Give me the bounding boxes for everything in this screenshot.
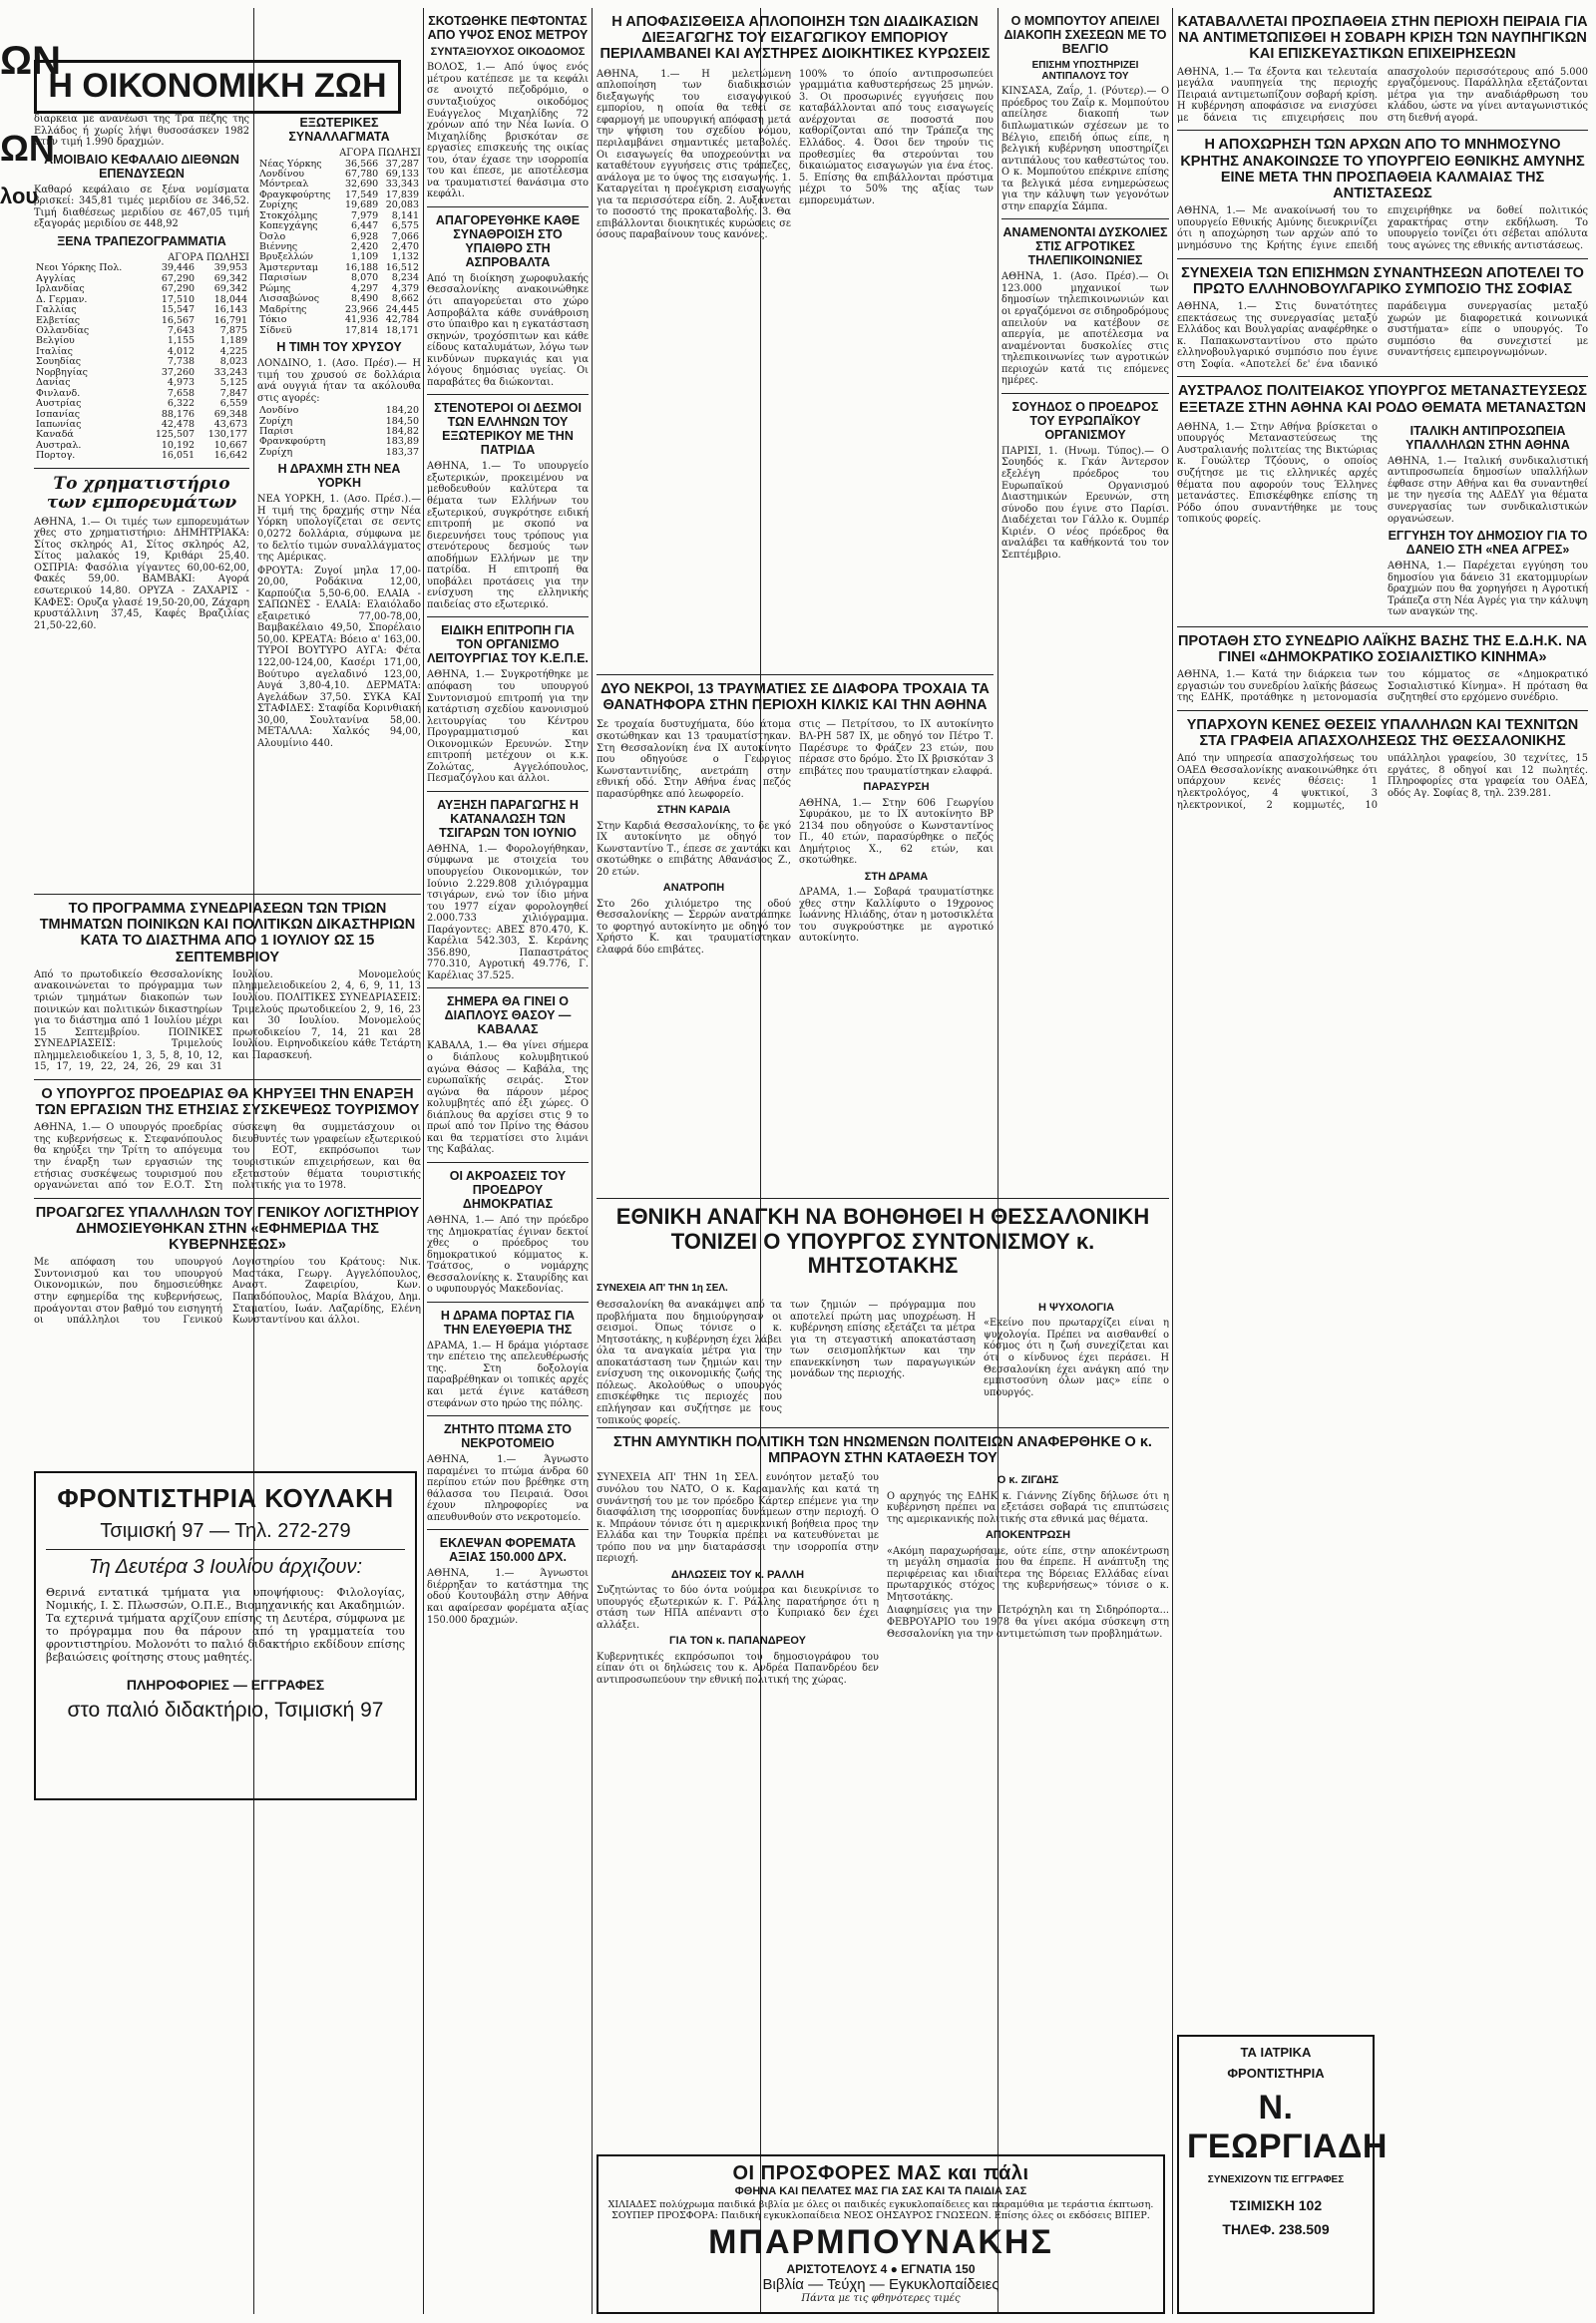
headline: ΕΓΓΥΗΣΗ ΤΟΥ ΔΗΜΟΣΙΟΥ ΓΙΑ ΤΟ ΔΑΝΕΙΟ ΣΤΗ «ΝΕΑ ΑΓΡΕΣ» xyxy=(1388,529,1588,558)
table-cell-value: 41,936 xyxy=(344,314,379,326)
ad-subtitle: ΦΡΟΝΤΙΣΤΗΡΙΑ xyxy=(1227,2066,1325,2081)
table-cell-label: Ολλανδίας xyxy=(36,325,90,336)
article-text: Διαφημίσεις για την Πετρόχηλη και τη Σιδηρόπορτα... ΦΕΒΡΟΥΑΡΙΟ του 1978 θα γίνει ακόμα σύσκεψη στη Θεσσαλονίκη για την αντιμετώπιση των προβλημάτων. xyxy=(887,1605,1169,1640)
table-cell-value: 1,189 xyxy=(219,335,247,347)
banknote-row xyxy=(34,305,249,315)
ad-address: ΑΡΙΣΤΟΤΕΛΟΥΣ 4 ● ΕΓΝΑΤΙΑ 150 xyxy=(786,2262,976,2277)
headline: Η ΔΡΑΜΑ ΠΟΡΤΑΣ ΓΙΑ ΤΗΝ ΕΛΕΥΘΕΡΙΑ ΤΗΣ xyxy=(440,1308,576,1337)
table-cell-label: Βελγίου xyxy=(36,335,75,347)
section-masthead xyxy=(34,60,401,114)
article-text: ΔΡΑΜΑ, 1.— Σοβαρά τραυματίστηκε χθες στην Καλλίφυτο ο 19χρονος Ιωάννης Ηλιάδης, όταν η μοτοσικλέτα του συγκρούστηκε με αγροτικό αυτοκίνητο. xyxy=(799,887,994,945)
table-cell-label: Τόκιο xyxy=(259,314,287,326)
ad-info: ΠΛΗΡΟΦΟΡΙΕΣ — ΕΓΓΡΑΦΕΣ xyxy=(126,1676,325,1693)
table-cell-value: 7,643 xyxy=(167,325,196,336)
headline: ΑΥΣΤΡΑΛΟΣ ΠΟΛΙΤΕΙΑΚΟΣ ΥΠΟΥΡΓΟΣ ΜΕΤΑΝΑΣΤΕΥΣΕΩΣ ΕΞΕΤΑΖΕ ΣΤΗΝ ΑΘΗΝΑ ΚΑΙ ΡΟΔΟ ΘΕΜΑΤΑ ΜΕΤΑΝΑΣΤΩΝ xyxy=(1177,383,1587,416)
gold-price-table xyxy=(257,406,421,458)
table-cell-value: 33,343 xyxy=(385,179,419,191)
article-text: ΑΘΗΝΑ, 1. (Ασο. Πρέσ).— Οι 123.000 μηχανικοί των δημοσίων τηλεπικοινωνιών και οι εργαζόμενοι σε σιδηροδρόμους απειλούν να κατέβουν σε απεργία, με αποτέλεσμα να αναμένονται δυσκολίες στις τηλεπικοινωνίες των αγροτικών περιοχών κατά τις επόμενες ημέρες. xyxy=(1001,271,1169,387)
article-text: Από την υπηρεσία απασχολήσεως του ΟΑΕΔ Θεσσαλονίκης ανακοινώθηκε ότι υπάρχουν κενές θέσεις: 1 ηλεκτρολόγος, 4 ψυκτικοί, 3 ηλεκτρονικοί, 2 κομμωτές, 10 υπάλληλοι γραφείου, 30 τεχνίτες, 15 εργάτες, 8 οδηγοί και 12 πωλητές. Πληροφορίες στα γραφεία του ΟΑΕΔ, οδός Αγ. Σοφίας 8, τηλ. 239.281. xyxy=(1177,753,1588,811)
headline: ΑΥΞΗΣΗ ΠΑΡΑΓΩΓΗΣ Η ΚΑΤΑΝΑΛΩΣΗ ΤΩΝ ΤΣΙΓΑΡΩΝ ΤΟΝ ΙΟΥΝΙΟ xyxy=(437,797,579,840)
table-cell-value: 6,575 xyxy=(391,220,419,232)
subheadline: ΑΝΑΤΡΟΠΗ xyxy=(662,882,725,895)
table-cell-value: 8,023 xyxy=(219,356,247,368)
headline: ΞΕΝΑ ΤΡΑΠΕΖΟΓΡΑΜΜΑΤΙΑ xyxy=(57,233,226,248)
article-text: στις — Πετρίτσου, το ΙΧ αυτοκίνητο ΒΛ-ΡΗ 587 ΙΧ, με οδηγό τον Πέτρο Τ. Παρέσυρε το Φράζεν 23 ετών, που πέρασε στο δρόμο. Στο ΙΧ βρισκόταν 3 επιβάτες που τραυματίστηκαν ελαφρά. xyxy=(799,719,994,777)
advertisement-georgiadi xyxy=(1177,2035,1388,2314)
table-cell-value: 20,083 xyxy=(385,199,419,211)
table-cell-label: Λονδίνο xyxy=(259,405,299,417)
table-cell-value: 88,176 xyxy=(161,408,196,420)
article-text: ΝΕΑ ΥΟΡΚΗ, 1. (Ασο. Πρέσ.).— Η τιμή της δραχμής στην Νέα Υόρκη υπολογίζεται σε σεντς 0,0272 δολλάρια, σύμφωνα με το δελτίο τιμών συναλλάγματος της Αμέρικας. xyxy=(257,494,421,564)
article-text: «Εκείνο που πρωταρχίζει είναι η ψυχολογία. Πρέπει να αισθανθεί ο κόσμος ότι η ζωή συνεχίζεται και ότι ο κίνδυνος έχει περάσει. Η Θεσσαλονίκη έχει ανάγκη από την εμπιστοσύνη όλων μας» είπε ο υπουργός. xyxy=(984,1318,1169,1398)
table-cell-value: 69,342 xyxy=(213,283,247,295)
ad-shop-name: ΜΠΑΡΜΠΟΥΝΑΚΗΣ xyxy=(708,2223,1053,2262)
article-text: ΑΘΗΝΑ, 1.— Οι τιμές των εμπορευμάτων χθες στο χρηματιστήριο: ΔΗΜΗΤΡΙΑΚΑ: Σίτος σκληρός Α1, Σίτος σκληρός Α2, Σίτος μαλακός 19, Κριθάρι 25,40. ΟΣΠΡΙΑ: Φασόλια γίγαντες 60,00-62,00, Φακές 59,00. ΒΑΜΒΑΚΙ: Αγορά εσωτερικού 14,80. ΟΡΥΖΑ - ΖΑΧΑΡΙΣ - ΚΑΦΕΣ: Ορυζα γλασέ 19,50-20,00, Ζάχαρη κρυστάλλινη 37,45, Καφές Βραζιλίας 21,50-22,60. xyxy=(34,516,249,631)
table-cell-label: Αυστραλ. xyxy=(36,439,82,451)
thessaloniki-article xyxy=(597,1192,1169,1426)
table-cell-value: 37,260 xyxy=(161,366,196,378)
table-cell-label: Ζυρίχης xyxy=(259,199,298,211)
article-text: ΒΟΛΟΣ, 1.— Από ύψος ενός μέτρου κατέπεσε με τα κεφάλι σε ανοιχτό πεζοδρόμιο, ο συνταξιούχος οικοδόμος Ευάγγελος Μιχαηλίδης 72 χρόνων από την Νέα Ιωνία. Ο Μιχαηλίδης βρισκόταν σε εργασίες επισκευής της οικίας του, όταν έχασε την ισορροπία του και έπεσε, με αποτέλεσμα να τραυματιστεί θανάσιμα στο κεφάλι. xyxy=(427,62,589,200)
continuation-label: ΣΥΝΕΧΕΙΑ ΑΠ' ΤΗΝ 1η ΣΕΛ. xyxy=(597,1282,728,1294)
table-cell-label: Ζυρίχη xyxy=(259,415,293,427)
ad-footer: Πάντα με τις φθηνότερες τιμές xyxy=(801,2293,961,2305)
article-text: ΑΘΗΝΑ, 1.— Κατά την διάρκεια των εργασιών του συνεδρίου λαϊκής βάσεως της ΕΔΗΚ, προτάθηκε η μετονομασία του κόμματος σε «Δημοκρατικό Σοσιαλιστικό Κίνημα». Η πρόταση θα συζητηθεί στο ερχόμενο συνέδριο. xyxy=(1177,669,1588,704)
table-cell-label: Ιταλίας xyxy=(36,345,73,357)
table-cell-value: 7,658 xyxy=(167,387,196,399)
ad-address: Τσιμισκή 97 — Τηλ. 272-279 xyxy=(100,1520,351,1542)
article-text: ΑΘΗΝΑ, 1.— Ο υπουργός προεδρίας της κυβερνήσεως κ. Στεφανόπουλος θα κηρύξει την Τρίτη το απόγευμα την έναρξη των εργασιών της ετήσιας συσκέψεως τουρισμού που οργανώνεται από τον Ε.Ο.Τ. Στη σύσκεψη θα συμμετάσχουν οι διευθυντές των γραφείων εξωτερικού του ΕΟΤ, εκπρόσωποι των τουριστικών επιχειρήσεων, και θα εξεταστούν θέματα τουριστικής πολιτικής για το 1978. xyxy=(34,1122,421,1192)
article-text: Με απόφαση του υπουργού Συντονισμού και του υπουργού Οικονομικών, που δημοσιεύθηκε στην εφημερίδα της κυβερνήσεως, προάγονται στον βαθμό του εισηγητή οι υπάλληλοι του Γενικού Λογιστηρίου του Κράτους: Νικ. Μαστάκα, Γεωργ. Αγγελόπουλος, Αναστ. Ζαφειρίου, Κων. Παπαδόπουλος, Μαρία Βλάχου, Δημ. Σταματίου, Ιωάν. Λαζαρίδης, Ελένη Κωνσταντίνου και άλλοι. xyxy=(34,1257,421,1327)
table-cell-value: 32,690 xyxy=(344,179,379,191)
headline: Η ΑΠΟΦΑΣΙΣΘΕΙΣΑ ΑΠΛΟΠΟΙΗΣΗ ΤΩΝ ΔΙΑΔΙΚΑΣΙΩΝ ΔΙΕΞΑΓΩΓΗΣ ΤΟΥ ΕΙΣΑΓΩΓΙΚΟΥ ΕΜΠΟΡΙΟΥ ΠΕΡΙΛΑΜΒΑΝΕΙ ΚΑΙ ΑΥΣΤΗΡΕΣ ΔΙΟΙΚΗΤΙΚΕΣ ΚΥΡΩΣΕΙΣ xyxy=(599,14,991,63)
gold-price-row xyxy=(257,448,421,458)
article-text: ΑΘΗΝΑ, 1.— Ιταλική συνδικαλιστική αντιπροσωπεία δημοσίων υπαλλήλων έφθασε στην Αθήνα και θα συναντηθεί με την ηγεσία της ΑΔΕΔΥ για θέματα συνεργασίας των συνδικαλιστικών οργανώσεων. xyxy=(1388,455,1588,525)
article-text: ΦΡΟΥΤΑ: Ζυγοί μηλα 17,00-20,00, Ροδάκινα 12,00, Καρπούζια 5,50-6,00. ΕΛΑΙΑ - ΣΑΠΩΝΕΣ - ΕΛΑΙΑ: Ελαιόλαδο εξαιρετικό 77,00-78,00, Βαμβακέλαιο 49,50, Σπορέλαιο 50,00. ΚΡΕΑΤΑ: Βόειο α' 163,00. ΤΥΡΟΙ ΒΟΥΤΥΡΟ ΑΥΓΑ: Φέτα 122,00-124,00, Κασέρι 171,00, Βούτυρο αγελαδινό 123,00, Αυγά 3,80-4,10. ΔΕΡΜΑΤΑ: Αγελάδων 37,50. ΣΥΚΑ ΚΑΙ ΣΤΑΦΙΔΕΣ: Σταφίδα Κορινθιακή 30,00, Σουλτανίνα 58,00. ΜΕΤΑΛΛΑ: Χαλκός 94,00, Αλουμίνιο 440. xyxy=(257,565,421,749)
column-5 xyxy=(1001,10,1169,1187)
headline: Η ΤΙΜΗ ΤΟΥ ΧΡΥΣΟΥ xyxy=(276,339,402,354)
subheadline: ΑΠΟΚΕΝΤΡΩΣΗ xyxy=(985,1529,1071,1542)
table-cell-value: 67,780 xyxy=(344,168,379,180)
table-cell-value: 17,549 xyxy=(344,189,379,200)
table-cell-value: 37,287 xyxy=(385,158,419,170)
table-cell-value: 4,225 xyxy=(219,345,247,357)
column-6 xyxy=(1177,10,1588,2030)
table-cell-value: 16,143 xyxy=(213,304,247,316)
table-cell-label: Όσλο xyxy=(259,230,286,242)
table-cell-value: 42,784 xyxy=(385,314,419,326)
table-cell-value: 6,559 xyxy=(219,398,247,410)
headline: ΣΟΥΗΔΟΣ Ο ΠΡΟΕΔΡΟΣ ΤΟΥ ΕΥΡΩΠΑΪΚΟΥ ΟΡΓΑΝΙΣΜΟΥ xyxy=(1011,399,1159,442)
table-cell-value: 16,791 xyxy=(213,314,247,326)
ad-phone: ΤΗΛΕΦ. 238.509 xyxy=(1222,2221,1330,2237)
table-cell-value: 69,342 xyxy=(213,272,247,284)
table-cell-label: Ιρλανδίας xyxy=(36,283,85,295)
headline: Ο ΜΟΜΠΟΥΤΟΥ ΑΠΕΙΛΕΙ ΔΙΑΚΟΠΗ ΣΧΕΣΕΩΝ ΜΕ ΤΟ ΒΕΛΓΙΟ xyxy=(1003,14,1167,56)
article-text: Συζητώντας το δύο όντα νούμερα και διευκρίνισε το υπουργός εξωτερικών κ. Γ. Ράλλης παρατήρησε ότι η στάση των ΗΠΑ απέναντι στο Κυπριακό δεν έχει αλλάξει. xyxy=(597,1585,879,1631)
table-cell-label: Αυστρίας xyxy=(36,398,82,410)
table-cell-value: 42,478 xyxy=(161,418,196,430)
headline: ΠΡΟΤΑΘΗ ΣΤΟ ΣΥΝΕΔΡΙΟ ΛΑΪΚΗΣ ΒΑΣΗΣ ΤΗΣ Ε.Δ.Η.Κ. ΝΑ ΓΙΝΕΙ «ΔΗΜΟΚΡΑΤΙΚΟ ΣΟΣΙΑΛΙΣΤΙΚΟ ΚΙΝΗΜΑ» xyxy=(1178,632,1587,666)
headline: ΤΟ ΠΡΟΓΡΑΜΜΑ ΣΥΝΕΔΡΙΑΣΕΩΝ ΤΩΝ ΤΡΙΩΝ ΤΜΗΜΑΤΩΝ ΠΟΙΝΙΚΩΝ ΚΑΙ ΠΟΛΙΤΙΚΩΝ ΔΙΚΑΣΤΗΡΙΩΝ ΚΑΤΑ ΤΟ ΔΙΑΣΤΗΜΑ ΑΠΟ 1 ΙΟΥΛΙΟΥ ΩΣ 15 ΣΕΠΤΕΜΒΡΙΟΥ xyxy=(39,901,416,966)
table-cell-label: Πορτογ. xyxy=(36,450,76,462)
headline: Ο ΥΠΟΥΡΓΟΣ ΠΡΟΕΔΡΙΑΣ ΘΑ ΚΗΡΥΞΕΙ ΤΗΝ ΕΝΑΡΞΗ ΤΩΝ ΕΡΓΑΣΙΩΝ ΤΗΣ ΕΤΗΣΙΑΣ ΣΥΣΚΕΨΕΩΣ ΤΟΥΡΙΣΜΟΥ xyxy=(35,1085,420,1119)
table-cell-value: 4,379 xyxy=(391,282,419,294)
table-cell-value: 183,37 xyxy=(385,446,419,458)
table-cell-value: 1,132 xyxy=(391,251,419,263)
table-cell-label: Μαδρίτης xyxy=(259,303,307,315)
headline: ΕΘΝΙΚΗ ΑΝΑΓΚΗ ΝΑ ΒΟΗΘΗΘΕΙ Η ΘΕΣΣΑΛΟΝΙΚΗ ΤΟΝΙΖΕΙ Ο ΥΠΟΥΡΓΟΣ ΣΥΝΤΟΝΙΣΜΟΥ κ. ΜΗΤΣΟΤΑΚΗΣ xyxy=(615,1204,1150,1279)
column-3 xyxy=(427,10,589,2314)
ad-goods: Βιβλία — Τεύχη — Εγκυκλοπαίδειες xyxy=(762,2276,999,2294)
article-text: ΑΘΗΝΑ, 1.— Με ανακοίνωσή του το υπουργείο Εθνικής Αμύνης διευκρινίζει ότι η αποχώρηση των αρχών από το μνημόσυνο της Κρήτης έγινε επειδή επιχειρήθηκε να δοθεί πολιτικός χαρακτήρας στην εκδήλωση. Το υπουργείο τονίζει ότι σέβεται απόλυτα τους αγώνες της εθνικής αντιστάσεως. xyxy=(1177,205,1588,252)
headline: ΙΤΑΛΙΚΗ ΑΝΤΙΠΡΟΣΩΠΕΙΑ ΥΠΑΛΛΗΛΩΝ ΣΤΗΝ ΑΘΗΝΑ xyxy=(1405,423,1570,452)
table-cell-value: 23,966 xyxy=(344,303,379,315)
table-cell-value: 1,155 xyxy=(167,335,196,347)
table-header: ΑΓΟΡΑ ΠΩΛΗΣΙ xyxy=(339,148,421,159)
table-cell-value: 6,322 xyxy=(167,398,196,410)
subheadline: Η ΨΥΧΟΛΟΓΙΑ xyxy=(1037,1302,1115,1315)
headline: ΠΡΟΑΓΩΓΕΣ ΥΠΑΛΛΗΛΩΝ ΤΟΥ ΓΕΝΙΚΟΥ ΛΟΓΙΣΤΗΡΙΟΥ ΔΗΜΟΣΙΕΥΘΗΚΑΝ ΣΤΗΝ «ΕΦΗΜΕΡΙΔΑ ΤΗΣ ΚΥΒΕΡΝΗΣΕΩΣ» xyxy=(35,1204,420,1254)
table-cell-value: 184,50 xyxy=(385,415,419,427)
ad-heading: Τη Δευτέρα 3 Ιουλίου άρχιζουν: xyxy=(88,1556,363,1578)
table-cell-value: 8,662 xyxy=(391,293,419,305)
article-text: ΑΘΗΝΑ, 1.— Στην 606 Γεωργίου Σφυράκου, με το ΙΧ αυτοκίνητο ΒΡ 2134 που οδηγούσε ο Κωνσταντίνος Π., 40 ετών, παρασύρθηκε ο πεζός Δημήτριος Χ., 62 ετών, και σκοτώθηκε. xyxy=(799,797,994,867)
table-cell-label: Λισσαβώνος xyxy=(259,293,320,305)
column-rule xyxy=(592,8,593,2314)
article-text: Στο 26ο χιλιόμετρο της οδού Θεσσαλονίκης — Σερρών ανατράπηκε το φορτηγό αυτοκίνητο με οδηγό τον Χρήστο Κ. και τραυματίστηκαν ελαφρά δύο επιβάτες. xyxy=(597,898,791,956)
article-text: Από τη διοίκηση χωροφυλακής Θεσσαλονίκης ανακοινώθηκε ότι απαγορεύεται στο χώρο Ασπροβάλτα κάθε συνάθροιση στο ύπαιθρο και η εγκατάσταση σκηνών, τροχόσπιτων και κάθε είδους καταλυμάτων, λόγω των κινδύνων πυρκαγιάς και για λόγους δημόσιας υγείας. Οι παραβάτες θα διώκονται. xyxy=(427,272,589,388)
table-cell-value: 24,445 xyxy=(385,303,419,315)
table-cell-value: 8,070 xyxy=(351,272,379,284)
subheadline: Ο κ. ΖΙΓΔΗΣ xyxy=(997,1474,1059,1487)
column-rule xyxy=(1172,8,1173,2314)
table-cell-value: 39,446 xyxy=(161,262,196,274)
table-cell-value: 4,297 xyxy=(351,282,379,294)
table-cell-value: 16,642 xyxy=(213,450,247,462)
table-cell-label: Αγγλίας xyxy=(36,272,76,284)
headline: ΟΙ ΑΚΡΟΑΣΕΙΣ ΤΟΥ ΠΡΟΕΔΡΟΥ ΔΗΜΟΚΡΑΤΙΑΣ xyxy=(449,1168,567,1211)
headline: ΖΗΤΗΤΟ ΠΤΩΜΑ ΣΤΟ ΝΕΚΡΟΤΟΜΕΙΟ xyxy=(444,1422,572,1451)
exchange-rates-table xyxy=(257,160,421,336)
subheadline: ΔΗΛΩΣΕΙΣ ΤΟΥ κ. ΡΑΛΛΗ xyxy=(670,1568,805,1581)
ad-text: ΧΙΛΙΑΔΕΣ πολύχρωμα παιδικά βιβλία με όλες οι παιδικές εγκυκλοπαίδειες και παραμύθια με τεράστια έκπτωση. ΣΟΥΠΕΡ ΠΡΟΣΦΟΡΑ: Παιδική εγκυκλοπαίδεια ΝΕΟΣ ΟΗΣΑΥΡΟΣ ΓΝΩΣΕΩΝ. Επίσης όλες οι εκδόσεις ΒΙΠΕΡ. xyxy=(607,2199,1154,2222)
article-text: Κυβερνητικές εκπρόσωποι του δημοσιογράφου του είπαν ότι οι δηλώσεις του κ. Ανδρέα Παπανδρέου δεν αντιπροσωπεύουν την εθνική πολιτική της χώρας. xyxy=(597,1651,879,1686)
column-2 xyxy=(257,112,421,880)
table-cell-value: 18,171 xyxy=(385,324,419,336)
table-cell-value: 125,507 xyxy=(155,429,196,441)
table-cell-label: Ρώμης xyxy=(259,282,291,294)
article-text: ΠΑΡΙΣΙ, 1. (Ηνωμ. Τύπος).— Ο Σουηδός κ. Γκάν Άντερσον εξελέγη πρόεδρος του Ευρωπαϊκού Οργανισμού Διαστημικών Ερευνών, στη σύνοδο που έγινε στο Παρίσι. Διαδέχεται τον Γάλλο κ. Ουμπέρ Κιριέν. Ο νέος πρόεδρος θα αναλάβει τα καθήκοντά του τον Σεπτέμβριο. xyxy=(1001,445,1169,561)
ad-title: ΦΡΟΝΤΙΣΤΗΡΙΑ ΚΟΥΛΑΚΗ xyxy=(57,1483,394,1513)
table-cell-label: Δ. Γερμαν. xyxy=(36,293,88,305)
banknote-row xyxy=(34,451,249,461)
advertisement-koulaki xyxy=(34,1471,417,1800)
subheadline: ΕΠΙΣΗΜ ΥΠΟΣΤΗΡΙΖΕΙ ΑΝΤΙΠΑΛΟΥΣ ΤΟΥ xyxy=(1031,60,1139,83)
article-text: ΣΥΝΕΧΕΙΑ ΑΠ' ΤΗΝ 1η ΣΕΛ. ευνόητον μεταξύ του συνόλου του ΝΑΤΟ, Ο κ. Καραμανλής και κατά τη συνάντησή του με τον πρόεδρο Κάρτερ επέμενε για την διασφάλιση της ισορροπίας δυνάμεων στην περιοχή. Ο κ. Μπράουν τόνισε ότι η αμερικανική βοήθεια προς την Ελλάδα και την Τουρκία πρέπει να κατευθύνεται με τρόπο που να μην διαταράσσει την ισορροπία στην περιοχή. xyxy=(597,1472,879,1565)
table-cell-label: Βρυξελλών xyxy=(259,251,314,263)
article-text: ΚΙΝΣΑΣΑ, Ζαΐρ, 1. (Ρόυτερ).— Ο πρόεδρος του Ζαΐρ κ. Μομπούτου απείλησε διακοπή των διπλωματικών σχέσεων με το Βέλγιο, επειδή όπως είπε, η βελγική κυβέρνηση υποστηρίζει αντιπάλους του καθεστώτος του. Ο κ. Μομπούτου επέκρινε επίσης τα βελγικά μέσα ενημερώσεως για την κάλυψη των γεγονότων στην επαρχία Σάμπα. xyxy=(1001,86,1169,212)
article-text: ΔΡΑΜΑ, 1.— Η δράμα γιόρτασε την επέτειο της απελευθέρωσής της. Στη δοξολογία παραβρέθηκαν οι τοπικές αρχές και μετά έγινε κατάθεση στεφάνων στο ηρώο της πόλης. xyxy=(427,1340,589,1409)
table-cell-value: 67,290 xyxy=(161,272,196,284)
article-text: ΑΘΗΝΑ, 1.— Στις δυνατότητες επεκτάσεως της συνεργασίας μεταξύ Ελλάδος και Βουλγαρίας αναφέρθηκε ο κ. Παπακωνσταντίνου στο πρώτο ελληνοβουλγαρικό συμπόσιο που έγινε στη Σοφία. «Αποτελεί δε' ένα ιδανικό παράδειγμα συνεργασίας μεταξύ χωρών με διαφορετικά κοινωνικά συστήματα» είπε ο υπουργός. Το συμπόσιο θα συνεχιστεί με συναντήσεις εμπειρογνωμόνων. xyxy=(1177,301,1588,370)
table-cell-value: 17,814 xyxy=(344,324,379,336)
table-cell-value: 16,567 xyxy=(161,314,196,326)
ad-footer: στο παλιό διδακτήριο, Τσιμισκή 97 xyxy=(67,1698,384,1722)
masthead-fragment: λου xyxy=(0,184,39,208)
traffic-article xyxy=(597,668,994,1187)
ad-subtitle: ΦΘΗΝΑ ΚΑΙ ΠΕΛΑΤΕΣ ΜΑΣ ΓΙΑ ΣΑΣ ΚΑΙ ΤΑ ΠΑΙΔΙΑ ΣΑΣ xyxy=(734,2185,1027,2197)
table-cell-label: Ιαπωνίας xyxy=(36,418,82,430)
table-cell-label: Φρανκφούρτη xyxy=(259,436,326,448)
table-cell-value: 33,243 xyxy=(213,366,247,378)
table-cell-value: 8,490 xyxy=(351,293,379,305)
article-text: Καθαρό κεφάλαιο σε ξένα νομίσματα βρισκεί: 345,81 τιμές μεριδίου σε 346,52. Τιμή διαθέσεως μεριδίου σε 467,05 τιμή εξαγοράς μεριδίου σε 448,92 xyxy=(34,184,249,230)
table-cell-value: 7,738 xyxy=(167,356,196,368)
table-cell-label: Νέας Υόρκης xyxy=(259,158,322,170)
ad-title: ΤΑ ΙΑΤΡΙΚΑ xyxy=(1240,2045,1312,2060)
table-cell-value: 1,109 xyxy=(351,251,379,263)
article-text: ΑΘΗΝΑ, 1.— Συγκροτήθηκε με απόφαση του υπουργού Συντονισμού επιτροπή για την κατάρτιση σχεδίου κανονισμού λειτουργίας του Κέντρου Προγραμματισμού και Οικονομικών Ερευνών. Στην επιτροπή μετέχουν οι κ.κ. Ζολώτας, Αγγελόπουλος, Πεσμαζόγλου και άλλοι. xyxy=(427,669,589,785)
table-cell-value: 19,689 xyxy=(344,199,379,211)
table-cell-value: 130,177 xyxy=(207,429,247,441)
table-cell-value: 8,141 xyxy=(391,209,419,221)
article-text: ΑΘΗΝΑ, 1.— Άγνωστοι διέρρηξαν το κατάστημα της οδού Κουτουβάλη στην Αθήνα και αφαίρεσαν φορέματα αξίας 150.000 δραχμών. xyxy=(427,1568,589,1626)
headline: ΚΑΤΑΒΑΛΛΕΤΑΙ ΠΡΟΣΠΑΘΕΙΑ ΣΤΗΝ ΠΕΡΙΟΧΗ ΠΕΙΡΑΙΑ ΓΙΑ ΝΑ ΑΝΤΙΜΕΤΩΠΙΣΘΕΙ Η ΣΟΒΑΡΗ ΚΡΙΣΗ ΤΩΝ ΝΑΥΠΗΓΙΚΩΝ ΚΑΙ ΕΠΙΣΚΕΥΑΣΤΙΚΩΝ ΕΠΙΧΕΙΡΗΣΕΩΝ xyxy=(1177,14,1588,63)
ad-text: Θερινά εντατικά τμήματα για υποψήφιους: Φιλολογίας, Νομικής, Ι. Σ. Πλωσσών, Ο.Π.Ε., Βιομηχανικής και Ακαδημιών. Τα εχτερινά τμήματα αρχίζουν επίσης τη Δευτέρα, σύμφωνα με το πρόγραμμα που θα πάρουν από τη γραμματεία του φροντιστηρίου. Μολονότι το παλιό διδακτήριο εκδίδουν επίσης βεβαιώσεις φοίτησης στους μαθητές. xyxy=(46,1586,405,1664)
headline: ΕΚΛΕΨΑΝ ΦΟΡΕΜΑΤΑ ΑΞΙΑΣ 150.000 ΔΡΧ. xyxy=(439,1536,577,1565)
article-text: Θεσσαλονίκη θα ανακάμψει από τα προβλήματα που δημιούργησαν οι σεισμοί. Όπως τόνισε ο κ. Μητσοτάκης, η κυβέρνηση έχει λάβει όλα τα αναγκαία μέτρα για την αποκατάσταση των ζημιών και την ενίσχυση της οικονομικής ζωής της πόλεως. Ακολούθως ο υπουργός επισκέφθηκε τις περιοχές που επλήγησαν και συζήτησε με τους τοπικούς φορείς. xyxy=(597,1300,782,1426)
article-text: Σε τροχαία δυστυχήματα, δύο άτομα σκοτώθηκαν και 13 τραυματίστηκαν. Στη Θεσσαλονίκη ένα ΙΧ αυτοκίνητο που οδηγούσε ο Γεώργιος Κωνσταντινίδης, ανετράπη στην εθνική οδό. Στην Αθήνα ένας πεζός παρασύρθηκε από λεωφορείο. xyxy=(597,719,791,800)
table-cell-value: 36,566 xyxy=(344,158,379,170)
article-text: των ζημιών — πρόγραμμα που αποτελεί πρώτη μας υποχρέωση. Η κυβέρνηση επίσης εξετάζει τα μέτρα για τη στεγαστική αποκατάσταση των σεισμοπλήκτων και την επανεκκίνηση των παραγωγικών μονάδων της περιοχής. xyxy=(790,1300,976,1380)
table-cell-value: 10,667 xyxy=(213,439,247,451)
table-cell-label: Λονδίνου xyxy=(259,168,305,180)
ad-line: ΣΥΝΕΧΙΖΟΥΝ ΤΙΣ ΕΓΓΡΑΦΕΣ xyxy=(1207,2174,1345,2185)
banknotes-table xyxy=(34,263,249,461)
table-cell-label: Φραγκφούρτης xyxy=(259,189,331,200)
table-cell-label: Ζυρίχη xyxy=(259,446,293,458)
table-cell-label: Μόντρεαλ xyxy=(259,179,309,191)
headline: ΔΥΟ ΝΕΚΡΟΙ, 13 ΤΡΑΥΜΑΤΙΕΣ ΣΕ ΔΙΑΦΟΡΑ ΤΡΟΧΑΙΑ ΤΑ ΘΑΝΑΤΗΦΟΡΑ ΣΤΗΝ ΠΕΡΙΟΧΗ ΚΙΛΚΙΣ ΚΑΙ ΤΗΝ ΑΘΗΝΑ xyxy=(600,681,990,714)
table-cell-value: 184,82 xyxy=(385,426,419,438)
banknote-row xyxy=(34,399,249,409)
article-text: ΑΘΗΝΑ, 1.— Το υπουργείο εξωτερικών, προκειμένου να μεθοδευθούν καλύτερα τα θέματα των Ελλήνων του εξωτερικού, συγκρότησε ειδική επιτροπή με σκοπό να διερευνήσει τους τρόπους για στενότερους δεσμούς των αποδήμων Ελλήνων με την πατρίδα. Η επιτροπή θα υποβάλει προτάσεις για την ενίσχυση της ελληνικής παιδείας στο εξωτερικό. xyxy=(427,461,589,610)
headline: ΑΜΟΙΒΑΙΟ ΚΕΦΑΛΑΙΟ ΔΙΕΘΝΩΝ ΕΠΕΝΔΥΣΕΩΝ xyxy=(44,152,239,181)
headline: ΑΝΑΜΕΝΟΝΤΑΙ ΔΥΣΚΟΛΙΕΣ ΣΤΙΣ ΑΓΡΟΤΙΚΕΣ ΤΗΛΕΠΙΚΟΙΝΩΝΙΕΣ xyxy=(1002,225,1168,268)
headline: ΕΙΔΙΚΗ ΕΠΙΤΡΟΠΗ ΓΙΑ ΤΟΝ ΟΡΓΑΝΙΣΜΟ ΛΕΙΤΟΥΡΓΙΑΣ ΤΟΥ Κ.Ε.Π.Ε. xyxy=(427,623,589,666)
table-cell-label: Παρισίων xyxy=(259,272,307,284)
article-text: ΛΟΝΔΙΝΟ, 1. (Ασο. Πρέσ).— Η τιμή του χρυσού σε δολλάρια ανά ουγγιά ήταν τα ακόλουθα στις αγορές: xyxy=(257,357,421,404)
table-cell-value: 69,348 xyxy=(213,408,247,420)
exchange-rate-row xyxy=(257,315,421,325)
article-text: Στην Καρδιά Θεσσαλονίκης, το δε γκό ΙΧ αυτοκίνητο με οδηγό τον Κωνσταντίνο Τ., έπεσε σε χαντάκι και σκοτώθηκε ο επιβάτης Αθανάσιος Ζ., 20 ετών. xyxy=(597,820,791,878)
table-cell-label: Ισπανίας xyxy=(36,408,81,420)
article-text: ΑΘΗΝΑ, 1.— Στην Αθήνα βρίσκεται ο υπουργός Μεταναστεύσεως της Αυστραλιανής πολιτείας της Βικτώριας κ. Γουώλτερ Τζόουνς, ο οποίος συζήτησε με τις ελληνικές αρχές θέματα που αφορούν τους Έλληνες μετανάστες. Επισκέφθηκε επίσης τη Ρόδο όπου συναντήθηκε με τους τοπικούς φορείς. xyxy=(1177,421,1378,526)
article-text: ΑΘΗΝΑ, 1.— Άγνωστο παραμένει το πτώμα άνδρα 60 περίπου ετών που βρέθηκε στη θάλασσα του Πειραιά. Όσοι έχουν πληροφορίες να απευθυνθούν στο νεκροτομείο. xyxy=(427,1454,589,1523)
table-cell-value: 4,973 xyxy=(167,377,196,389)
table-cell-value: 4,012 xyxy=(167,345,196,357)
table-cell-value: 10,192 xyxy=(161,439,196,451)
table-cell-value: 16,188 xyxy=(344,261,379,273)
table-cell-value: 16,051 xyxy=(161,450,196,462)
subheadline: ΣΤΗΝ ΚΑΡΔΙΑ xyxy=(656,804,731,817)
ad-title: ΟΙ ΠΡΟΣΦΟΡΕΣ ΜΑΣ και πάλι xyxy=(732,2162,1029,2184)
table-cell-label: Βιέννης xyxy=(259,241,298,253)
defence-article xyxy=(597,1421,1169,2159)
headline: Η ΑΠΟΧΩΡΗΣΗ ΤΩΝ ΑΡΧΩΝ ΑΠΟ ΤΟ ΜΝΗΜΟΣΥΝΟ ΚΡΗΤΗΣ ΑΝΑΚΟΙΝΩΣΕ ΤΟ ΥΠΟΥΡΓΕΙΟ ΕΘΝΙΚΗΣ ΑΜΥΝΗΣ ΕΙΝΕ ΜΕΤΑ ΤΗΝ ΠΡΟΣΠΑΘΕΙΑ ΚΑΛΜΑΙΑΣ ΤΗΣ ΑΝΤΙΣΤΑΣΕΩΣ xyxy=(1180,137,1585,202)
table-cell-value: 2,420 xyxy=(351,241,379,253)
article-text: ΑΘΗΝΑ, 1.— Παρέχεται εγγύηση του δημοσίου για δάνειο 31 εκατομμυρίων δραχμών που θα χορηγήσει η Αγροτική Τράπεζα στη Νέα Αγρές για την κάλυψη των αναγκών της. xyxy=(1388,561,1588,618)
table-cell-label: Κοπεγχάγης xyxy=(259,220,318,232)
table-cell-value: 6,447 xyxy=(351,220,379,232)
table-cell-label: Γαλλίας xyxy=(36,304,77,316)
subheadline: ΣΤΗ ΔΡΑΜΑ xyxy=(864,870,929,883)
table-cell-value: 7,875 xyxy=(219,325,247,336)
table-cell-label: Σίδνεϋ xyxy=(259,324,292,336)
import-article xyxy=(597,10,994,668)
table-cell-value: 6,928 xyxy=(351,230,379,242)
column-rule xyxy=(423,8,424,2314)
headline: ΕΞΩΤΕΡΙΚΕΣ ΣΥΝΑΛΛΑΓΜΑΤΑ xyxy=(288,116,390,144)
headline: ΣΤΕΝΟΤΕΡΟΙ ΟΙ ΔΕΣΜΟΙ ΤΩΝ ΕΛΛΗΝΩΝ ΤΟΥ ΕΞΩΤΕΡΙΚΟΥ ΜΕ ΤΗΝ ΠΑΤΡΙΔΑ xyxy=(434,401,582,458)
article-text: ΑΘΗΝΑ, 1.— Φορολογήθηκαν, σύμφωνα με στοιχεία του υπουργείου Οικονομικών, τον Ιούνιο 2.229.808 χιλιόγραμμα τσιγάρων, ενώ τον ίδιο μήνα του 1977 είχαν φορολογηθεί 2.000.733 χιλιόγραμμα. Παράγοντες: ΑΒΕΣ 870.470, Κ. Καρέλια 542.303, Σ. Κεράνης 356.890, Παπαστράτος 770.310, Αγροτική 49.776, Γ. Καρέλιας 37.525. xyxy=(427,843,589,981)
table-cell-label: Στοκχόλμης xyxy=(259,209,318,221)
article-text: ΚΑΒΑΛΑ, 1.— Θα γίνει σήμερα ο διάπλους κολυμβητικού αγώνα Θάσος — Καβάλα, της ευρωπαϊκής σειράς. Στον αγώνα θα πάρουν μέρος κολυμβητές από έξι χώρες. Ο διάπλους θα αρχίσει στις 9 το πρωί από τον Πρίνο της Θάσου και θα τερματίσει στο λιμάνι της Καβάλας. xyxy=(427,1040,589,1156)
table-cell-value: 8,234 xyxy=(391,272,419,284)
headline: Η ΔΡΑΧΜΗ ΣΤΗ ΝΕΑ ΥΟΡΚΗ xyxy=(277,462,401,491)
table-cell-value: 184,20 xyxy=(385,405,419,417)
table-cell-value: 43,673 xyxy=(213,418,247,430)
table-cell-value: 5,125 xyxy=(219,377,247,389)
article-text: διαρκεια με ανανέωσι της Τρα πέζης της Ελλάδος ή χωρίς λήψι θυσοσάσκεν 1982 στην τιμή 1.990 δραχμών. xyxy=(34,114,249,149)
subheadline: ΣΥΝΤΑΞΙΟΥΧΟΣ ΟΙΚΟΔΟΜΟΣ xyxy=(430,46,586,58)
table-header: ΑΓΟΡΑ ΠΩΛΗΣΙ xyxy=(168,251,249,263)
article-text: ΑΘΗΝΑ, 1.— Η μελετώμενη απλοποίηση των διαδικασιών διεξαγωγής του εισαγωγικού εμπορίου, η οποία θα τεθεί σε εφαρμογή με υπουργική απόφαση μετά την ψήφιση του σχεδίου νόμου, περιλαμβάνει σημαντικές μεταβολές. Οι εισαγωγείς θα υποχρεούνται να καταθέτουν εγγυήσεις στις τράπεζες, ανάλογα με το ύψος της εισαγωγής. 1. Καταργείται η προέγκριση εισαγωγής για τα περισσότερα είδη. 2. Αυξάνεται το ποσοστό της προκαταβολής. 3. Θα επιβάλλονται διοικητικές κυρώσεις σε όσους παραβαίνουν τους κανόνες. xyxy=(597,68,791,241)
table-cell-value: 7,979 xyxy=(351,209,379,221)
table-cell-value: 16,512 xyxy=(385,261,419,273)
ad-address: ΤΣΙΜΙΣΚΗ 102 xyxy=(1229,2197,1323,2213)
headline: ΣΤΗΝ ΑΜΥΝΤΙΚΗ ΠΟΛΙΤΙΚΗ ΤΩΝ ΗΝΩΜΕΝΩΝ ΠΟΛΙΤΕΙΩΝ ΑΝΑΦΕΡΘΗΚΕ Ο κ. ΜΠΡΑΟΥΝ ΣΤΗΝ ΚΑΤΑΘΕΣΗ ΤΟΥ xyxy=(613,1434,1152,1467)
article-text: ΑΘΗΝΑ, 1.— Τα έξοντα και τελευταία μεγάλα ναυπηγεία της περιοχής Πειραιά αντιμετωπίζουν σοβαρή κρίση. Η κυβέρνηση αποφάσισε να ενισχύσει με δάνεια τις επιχειρήσεις που απασχολούν περισσότερους από 5.000 εργαζόμενους. Παράλληλα εξετάζονται μέτρα για την αναδιάρθρωση του κλάδου, ώστε να γίνει ανταγωνιστικός στη διεθνή αγορά. xyxy=(1177,66,1588,124)
headline: ΑΠΑΓΟΡΕΥΘΗΚΕ ΚΑΘΕ ΣΥΝΑΘΡΟΙΣΗ ΣΤΟ ΥΠΑΙΘΡΟ ΣΤΗ ΑΣΠΡΟΒΑΛΤΑ xyxy=(435,212,581,269)
table-cell-value: 18,044 xyxy=(213,293,247,305)
table-cell-label: Σουηδίας xyxy=(36,356,82,368)
table-cell-value: 39,953 xyxy=(213,262,247,274)
masthead-fragment: ΩΝ xyxy=(0,39,61,83)
article-text: ΑΘΗΝΑ, 1.— Από την πρόεδρο της Δημοκρατίας έγιναν δεκτοί χθες ο πρόεδρος του δημοκρατικού κόμματος κ. Τσάτσος, ο νομάρχης Θεσσαλονίκης κ. Σταυρίδης και ο υφυπουργός Μακεδονίας. xyxy=(427,1214,589,1296)
section-title: Η ΟΙΚΟΝΟΜΙΚΗ ΖΩΗ xyxy=(48,67,387,106)
table-cell-value: 67,290 xyxy=(161,283,196,295)
table-cell-value: 7,066 xyxy=(391,230,419,242)
table-cell-label: Δανίας xyxy=(36,377,71,389)
advertisement-barbounakis xyxy=(597,2154,1165,2314)
masthead-fragment: ΩΝ xyxy=(0,128,55,169)
table-cell-label: Φινλανδ. xyxy=(36,387,81,399)
table-cell-label: Καναδά xyxy=(36,429,74,441)
exchange-rate-row xyxy=(257,326,421,336)
table-cell-label: Νορβηγίας xyxy=(36,366,88,378)
table-cell-value: 69,133 xyxy=(385,168,419,180)
table-cell-label: Ελβετίας xyxy=(36,314,81,326)
article-text: 100% το όποίο αντιπροσωπεύει γραμμάτια καθυστερήσεως 25 μηνών. 3. Οι προσωρινές εγγυήσεις που καταβάλλονται από τους εισαγωγείς ανέρχονται σε ποσοστά που καθορίζονται από την Τράπεζα της Ελλάδος. 4. Όσοι δεν τηρούν τις προθεσμίες θα στερούνται του δικαιώματος εισαγωγών για ένα έτος. 5. Επίσης θα επιβάλλονται πρόστιμα μέχρι το 50% της αξίας των εμπορευμάτων. xyxy=(799,68,994,206)
headline: ΥΠΑΡΧΟΥΝ ΚΕΝΕΣ ΘΕΣΕΙΣ ΥΠΑΛΛΗΛΩΝ ΚΑΙ ΤΕΧΝΙΤΩΝ ΣΤΑ ΓΡΑΦΕΙΑ ΑΠΑΣΧΟΛΗΣΕΩΣ ΤΗΣ ΘΕΣΣΑΛΟΝΙΚΗΣ xyxy=(1186,716,1579,750)
article-text: «Ακόμη παραχωρήσαμε, ούτε είπε, στην αποκέντρωση τη μεγάλη σημασία που θα έπρεπε. Η ανάπτυξη της περιφέρειας και ιδιαίτερα της Βόρειας Ελλάδας είναι πρωταρχικός στόχος της κυβερνήσεως» τόνισε ο κ. Μητσοτάκης. xyxy=(887,1545,1169,1603)
table-cell-label: Άμστερνταμ xyxy=(259,261,318,273)
table-cell-value: 2,470 xyxy=(391,241,419,253)
headline: ΣΗΜΕΡΑ ΘΑ ΓΙΝΕΙ Ο ΔΙΑΠΛΟΥΣ ΘΑΣΟΥ — ΚΑΒΑΛΑΣ xyxy=(444,994,572,1037)
headline: ΣΥΝΕΧΕΙΑ ΤΩΝ ΕΠΙΣΗΜΩΝ ΣΥΝΑΝΤΗΣΕΩΝ ΑΠΟΤΕΛΕΙ ΤΟ ΠΡΩΤΟ ΕΛΛΗΝΟΒΟΥΛΓΑΡΙΚΟ ΣΥΜΠΟΣΙΟ ΤΗΣ ΣΟΦΙΑΣ xyxy=(1181,264,1584,297)
headline: Το χρηματιστήριο των εμπορευμάτων xyxy=(46,473,237,513)
table-cell-value: 17,510 xyxy=(161,293,196,305)
headline: ΣΚΟΤΩΘΗΚΕ ΠΕΦΤΟΝΤΑΣ ΑΠΟ ΥΨΟΣ ΕΝΟΣ ΜΕΤΡΟΥ xyxy=(427,14,589,42)
table-cell-value: 17,839 xyxy=(385,189,419,200)
subheadline: ΠΑΡΑΣΥΡΣΗ xyxy=(863,781,930,794)
subheadline: ΓΙΑ ΤΟΝ κ. ΠΑΠΑΝΔΡΕΟΥ xyxy=(669,1635,806,1648)
table-cell-value: 183,89 xyxy=(385,436,419,448)
table-cell-label: Νεοι Υόρκης Πολ. xyxy=(36,262,123,274)
article-text: Από το πρωτοδικείο Θεσσαλονίκης ανακοινώνεται το πρόγραμμα των τριών τμημάτων διακοπών των ποινικών και πολιτικών δικαστηρίων για το διάστημα από 1 Ιουλίου μέχρι 15 Σεπτεμβρίου. ΠΟΙΝΙΚΕΣ ΣΥΝΕΔΡΙΑΣΕΙΣ: Τριμελούς πλημμελειοδικείου 1, 3, 5, 8, 10, 12, 15, 17, 19, 22, 24, 26, 29 και 31 Ιουλίου. Μονομελούς πλημμελειοδικείου 2, 4, 6, 9, 11, 13 Ιουλίου. ΠΟΛΙΤΙΚΕΣ ΣΥΝΕΔΡΙΑΣΕΙΣ: Τριμελούς πρωτοδικείου 2, 9, 16, 23 και 30 Ιουλίου. Μονομελούς πρωτοδικείου 7, 14, 21 και 28 Ιουλίου. Ειρηνοδικείου κάθε Τετάρτη και Παρασκευή. xyxy=(34,968,421,1073)
table-cell-value: 15,547 xyxy=(161,304,196,316)
table-cell-value: 7,847 xyxy=(219,387,247,399)
ad-name: Ν. ΓΕΩΡΓΙΑΔΗ xyxy=(1187,2089,1388,2165)
article-text: Ο αρχηγός της ΕΔΗΚ κ. Γιάννης Ζίγδης δήλωσε ότι η κυβέρνηση πρέπει να εξετάσει σοβαρά τις επιπτώσεις της αμερικανικής πολιτικής στα εθνικά μας θέματα. xyxy=(887,1490,1169,1525)
table-cell-label: Παρίσι xyxy=(259,426,294,438)
